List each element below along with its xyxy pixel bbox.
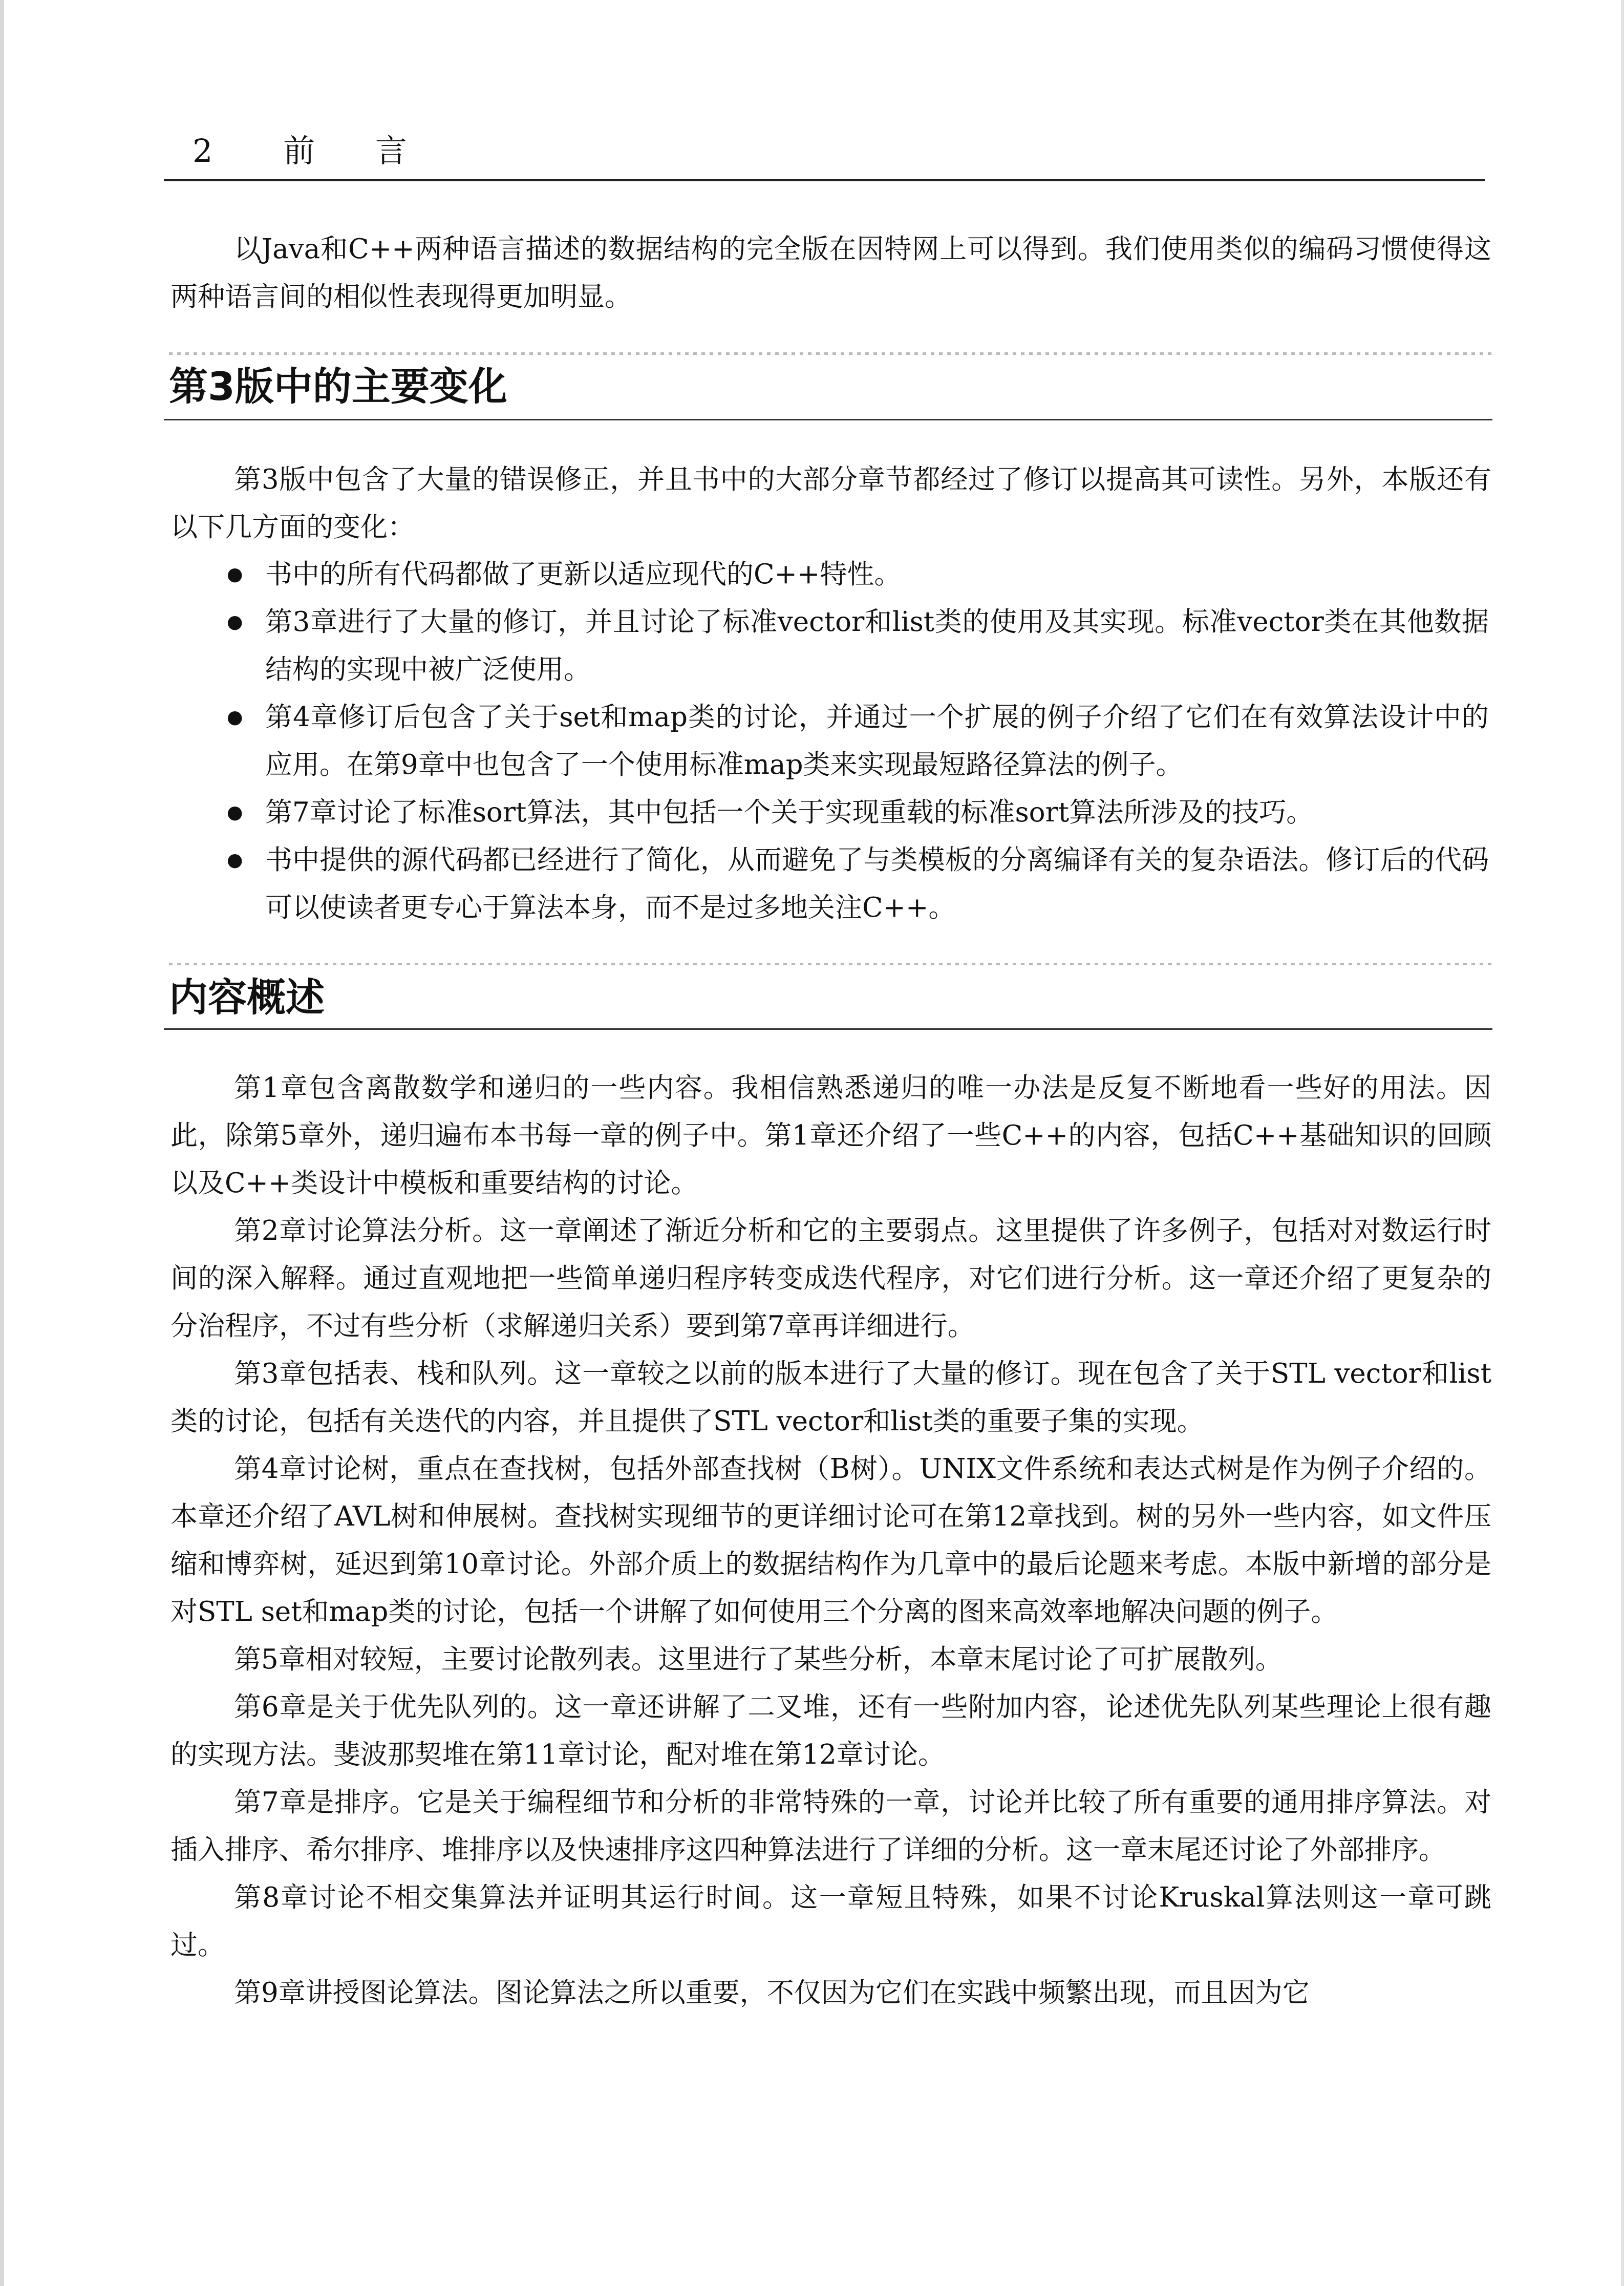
section-title-overview: 内容概述	[169, 975, 325, 1020]
running-title-char-1: 前	[283, 132, 317, 170]
scan-edge-right	[1621, 0, 1624, 2286]
overview-body	[0, 1064, 1491, 2017]
bullet-item: ● 第4章修订后包含了关于set和map类的讨论，并通过一个扩展的例子介绍了它们在有效算法设计中的应用。在第9章中也包含了一个使用标准map类来实现最短路径算法的例子。	[227, 693, 1489, 789]
overview-paragraph: 第6章是关于优先队列的。这一章还讲解了二叉堆，还有一些附加内容，论述优先队列某些理论上很有趣的实现方法。斐波那契堆在第11章讨论，配对堆在第12章讨论。	[170, 1691, 1491, 1770]
overview-paragraph: 第8章讨论不相交集算法并证明其运行时间。这一章短且特殊，如果不讨论Kruskal算法则这一章可跳过。	[170, 1882, 1491, 1961]
section-divider-dotted	[169, 963, 1492, 965]
bullet-item: ● 第7章讨论了标准sort算法，其中包括一个关于实现重载的标准sort算法所涉及的技巧。	[227, 789, 1489, 836]
bullet-item: ● 书中的所有代码都做了更新以适应现代的C++特性。	[227, 551, 1489, 598]
section-divider-dotted	[169, 352, 1492, 355]
section-rule-changes	[164, 419, 1492, 420]
bullet-item: ● 书中提供的源代码都已经进行了简化，从而避免了与类模板的分离编译有关的复杂语法。修订后的代码可以使读者更专心于算法本身，而不是过多地关注C++。	[227, 836, 1489, 932]
overview-paragraph: 第4章讨论树，重点在查找树，包括外部查找树（B树）。UNIX文件系统和表达式树是作为例子介绍的。本章还介绍了AVL树和伸展树。查找树实现细节的更详细讨论可在第12章找到。树的另外一些内容，如文件压缩和博弈树，延迟到第10章讨论。外部介质上的数据结构作为几章中的最后论题来考虑。本版中新增的部分是对STL set和map类的讨论，包括一个讲解了如何使用三个分离的图来高效率地解决问题的例子。	[170, 1453, 1491, 1627]
section-title-changes: 第3版中的主要变化	[169, 364, 507, 409]
page-number: 2	[193, 132, 215, 170]
section-rule-overview	[164, 1028, 1492, 1030]
overview-paragraph: 第2章讨论算法分析。这一章阐述了渐近分析和它的主要弱点。这里提供了许多例子，包括对对数运行时间的深入解释。通过直观地把一些简单递归程序转变成迭代程序，对它们进行分析。这一章还介绍了更复杂的分治程序，不过有些分析（求解递归关系）要到第7章再详细进行。	[170, 1215, 1491, 1342]
header-rule	[164, 179, 1485, 181]
overview-paragraph: 第9章讲授图论算法。图论算法之所以重要，不仅因为它们在实践中频繁出现，而且因为它	[234, 1977, 1310, 2008]
bullet-item: ● 第3章进行了大量的修订，并且讨论了标准vector和list类的使用及其实现。标准vector类在其他数据结构的实现中被广泛使用。	[227, 598, 1489, 693]
overview-paragraph: 第3章包括表、栈和队列。这一章较之以前的版本进行了大量的修订。现在包含了关于STL vector和list类的讨论，包括有关迭代的内容，并且提供了STL vector和list类的重要子集的实现。	[170, 1358, 1491, 1437]
changes-intro-paragraph: 第3版中包含了大量的错误修正，并且书中的大部分章节都经过了修订以提高其可读性。另外，本版还有以下几方面的变化：	[170, 464, 1491, 543]
overview-paragraph: 第7章是排序。它是关于编程细节和分析的非常特殊的一章，讨论并比较了所有重要的通用排序算法。对插入排序、希尔排序、堆排序以及快速排序这四种算法进行了详细的分析。这一章末尾还讨论了外部排序。	[170, 1787, 1491, 1866]
overview-paragraph: 第5章相对较短，主要讨论散列表。这里进行了某些分析，本章末尾讨论了可扩展散列。	[234, 1644, 1283, 1675]
running-head	[193, 125, 409, 171]
overview-paragraph: 第1章包含离散数学和递归的一些内容。我相信熟悉递归的唯一办法是反复不断地看一些好的用法。因此，除第5章外，递归遍布本书每一章的例子中。第1章还介绍了一些C++的内容，包括C++基础知识的回顾以及C++类设计中模板和重要结构的讨论。	[170, 1072, 1491, 1199]
intro-paragraph: 以Java和C++两种语言描述的数据结构的完全版在因特网上可以得到。我们使用类似的编码习惯使得这两种语言间的相似性表现得更加明显。	[170, 234, 1491, 312]
running-title-char-2: 言	[375, 132, 409, 170]
changes-bullet-list	[227, 551, 1489, 932]
